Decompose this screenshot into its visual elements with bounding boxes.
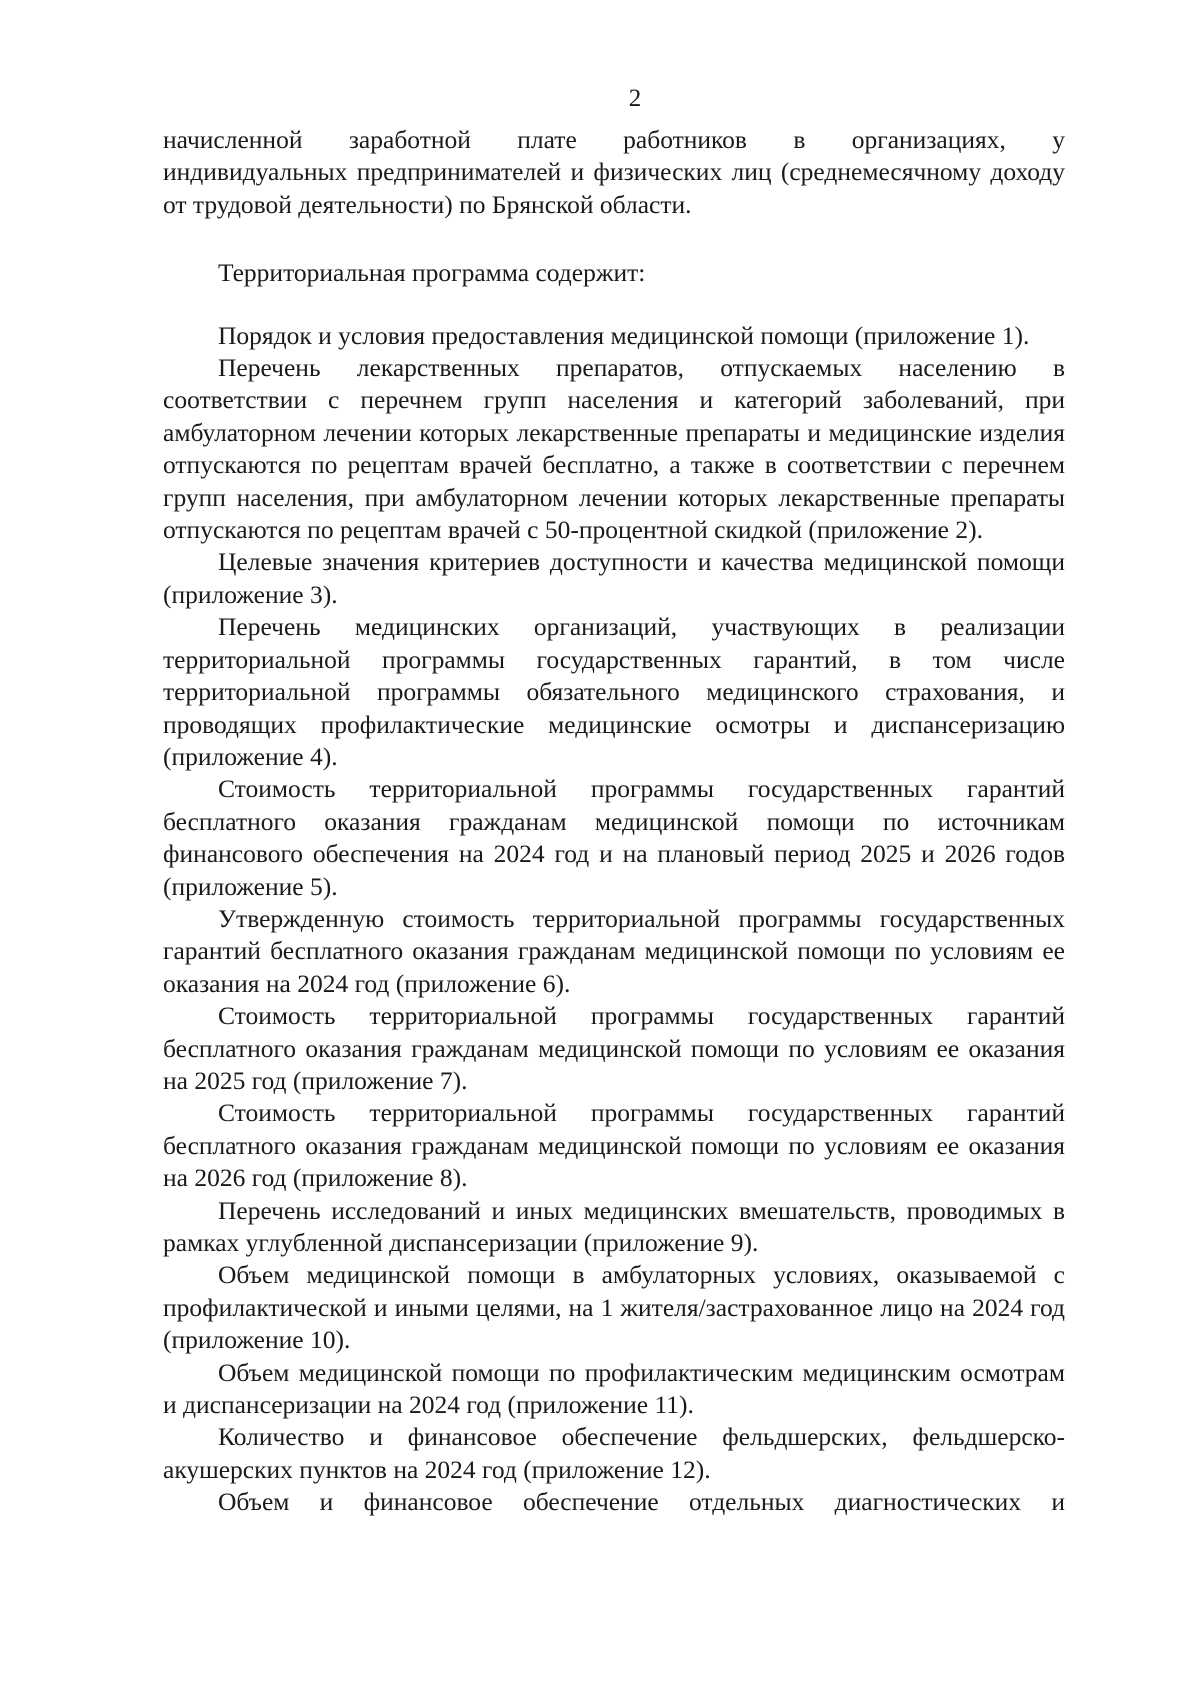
paragraph-appendix-10: Объем медицинской помощи в амбулаторных условиях, оказываемой с профилактической и иными целями, на 1 жителя/застрахованное лицо на 2024 год (приложение 10). bbox=[163, 1260, 1065, 1355]
paragraph-program-contains: Территориальная программа содержит: bbox=[218, 258, 646, 288]
document-body bbox=[163, 124, 1065, 1519]
paragraph-appendix-4: Перечень медицинских организаций, участвующих в реализации территориальной программы государственных гарантий, в том числе территориальной программы обязательного медицинского страхования, и проводящих профилактические медицинские осмотры и диспансеризацию (приложение 4). bbox=[163, 612, 1065, 771]
paragraph-continuation: индивидуальных предпринимателей и физических лиц (среднемесячному доходу от трудовой деятельности) по Брянской области. bbox=[163, 157, 1065, 219]
paragraph-appendix-13-start: Объем и финансовое обеспечение отдельных диагностических и bbox=[218, 1487, 1065, 1517]
page-number: 2 bbox=[628, 85, 642, 112]
paragraph-appendix-7: Стоимость территориальной программы государственных гарантий бесплатного оказания гражданам медицинской помощи по условиям ее оказания на 2025 год (приложение 7). bbox=[163, 1001, 1065, 1095]
paragraph-appendix-1: Порядок и условия предоставления медицинской помощи (приложение 1). bbox=[218, 320, 1030, 350]
paragraph-appendix-11: Объем медицинской помощи по профилактическим медицинским осмотрам и диспансеризации на 2024 год (приложение 11). bbox=[163, 1357, 1065, 1420]
paragraph-appendix-8: Стоимость территориальной программы государственных гарантий бесплатного оказания гражданам медицинской помощи по условиям ее оказания на 2026 год (приложение 8). bbox=[163, 1098, 1065, 1193]
paragraph-appendix-2: Перечень лекарственных препаратов, отпускаемых населению в соответствии с перечнем групп населения и категорий заболеваний, при амбулаторном лечении которых лекарственные препараты и медицинские изделия отпускаются по рецептам врачей бесплатно, а также в соответствии с перечнем групп населения, при амбулаторном лечении которых лекарственные препараты отпускаются по рецептам врачей с 50-процентной скидкой (приложение 2). bbox=[163, 353, 1065, 545]
paragraph-appendix-6: Утвержденную стоимость территориальной программы государственных гарантий бесплатного оказания гражданам медицинской помощи по условиям ее оказания на 2024 год (приложение 6). bbox=[163, 903, 1065, 998]
paragraph-appendix-12: Количество и финансовое обеспечение фельдшерских, фельдшерско-акушерских пунктов на 2024 год (приложение 12). bbox=[163, 1422, 1065, 1484]
paragraph-appendix-3: Целевые значения критериев доступности и качества медицинской помощи (приложение 3). bbox=[163, 547, 1065, 609]
paragraph-continuation-line: начисленной заработной плате работников в организациях, у bbox=[163, 125, 1065, 154]
paragraph-appendix-5: Стоимость территориальной программы государственных гарантий бесплатного оказания гражданам медицинской помощи по источникам финансового обеспечения на 2024 год и на плановый период 2025 и 2026 годов (приложение 5). bbox=[163, 774, 1065, 901]
paragraph-appendix-9: Перечень исследований и иных медицинских вмешательств, проводимых в рамках углубленной диспансеризации (приложение 9). bbox=[163, 1195, 1065, 1257]
